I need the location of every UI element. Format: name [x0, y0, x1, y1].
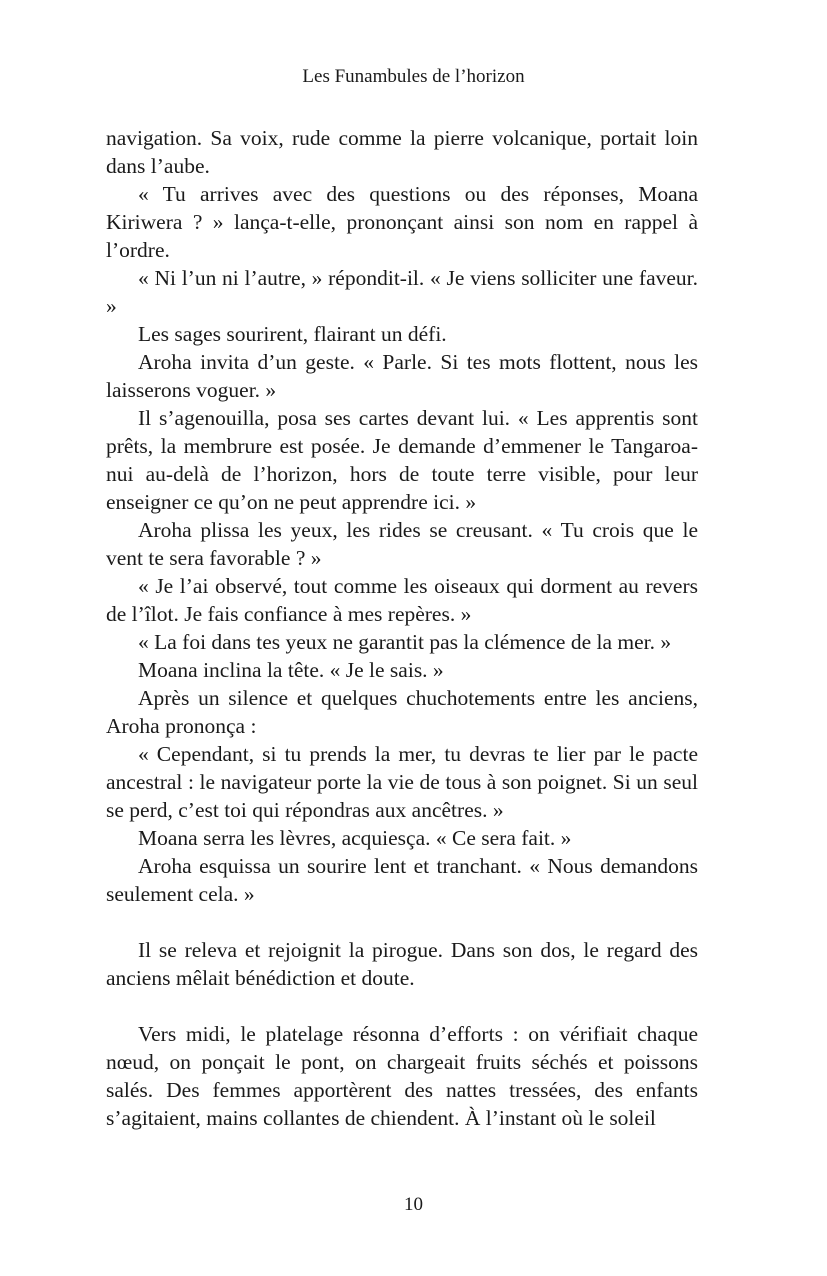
paragraph: Aroha plissa les yeux, les rides se creusant. « Tu crois que le vent te sera favorable ? »: [106, 518, 698, 570]
paragraph: Moana serra les lèvres, acquiesça. « Ce sera fait. »: [138, 826, 572, 850]
paragraph: « Ni l’un ni l’autre, » répondit-il. « Je viens solliciter une faveur. »: [106, 266, 698, 318]
paragraph: « Cependant, si tu prends la mer, tu devras te lier par le pacte ancestral : le navigateur porte la vie de tous à son poignet. Si un seul se perd, c’est toi qui répondras aux ancêtres. »: [106, 742, 698, 822]
body-text: [106, 124, 698, 1132]
paragraph: Moana inclina la tête. « Je le sais. »: [138, 658, 444, 682]
paragraph: Vers midi, le platelage résonna d’efforts : on vérifiait chaque nœud, on ponçait le pont, on chargeait fruits séchés et poissons salés. Des femmes apportèrent des nattes tressées, des enfants s’agitaient, mains collantes de chiendent. À l’instant où le soleil: [106, 1022, 698, 1130]
paragraph: navigation. Sa voix, rude comme la pierre volcanique, portait loin dans l’aube.: [106, 126, 698, 178]
paragraph: « Tu arrives avec des questions ou des réponses, Moana Kiriwera ? » lança-t-elle, prononçant ainsi son nom en rappel à l’ordre.: [106, 182, 698, 262]
paragraph: Il se releva et rejoignit la pirogue. Dans son dos, le regard des anciens mêlait bénédiction et doute.: [106, 938, 698, 990]
paragraph: Les sages sourirent, flairant un défi.: [138, 322, 447, 346]
paragraph: Aroha invita d’un geste. « Parle. Si tes mots flottent, nous les laisserons voguer. »: [106, 350, 698, 402]
paragraph: « La foi dans tes yeux ne garantit pas la clémence de la mer. »: [138, 630, 672, 654]
paragraph: Il s’agenouilla, posa ses cartes devant lui. « Les apprentis sont prêts, la membrure est posée. Je demande d’emmener le Tangaroa-nui au-delà de l’horizon, hors de toute terre visible, pour leur enseigner ce qu’on ne peut apprendre ici. »: [106, 406, 698, 514]
running-title: Les Funambules de l’horizon: [302, 66, 525, 87]
paragraph: Après un silence et quelques chuchotements entre les anciens, Aroha prononça :: [106, 686, 698, 738]
paragraph: « Je l’ai observé, tout comme les oiseaux qui dorment au revers de l’îlot. Je fais confiance à mes repères. »: [106, 574, 698, 626]
page-number: 10: [404, 1194, 423, 1215]
paragraph: Aroha esquissa un sourire lent et tranchant. « Nous demandons seulement cela. »: [106, 854, 698, 906]
